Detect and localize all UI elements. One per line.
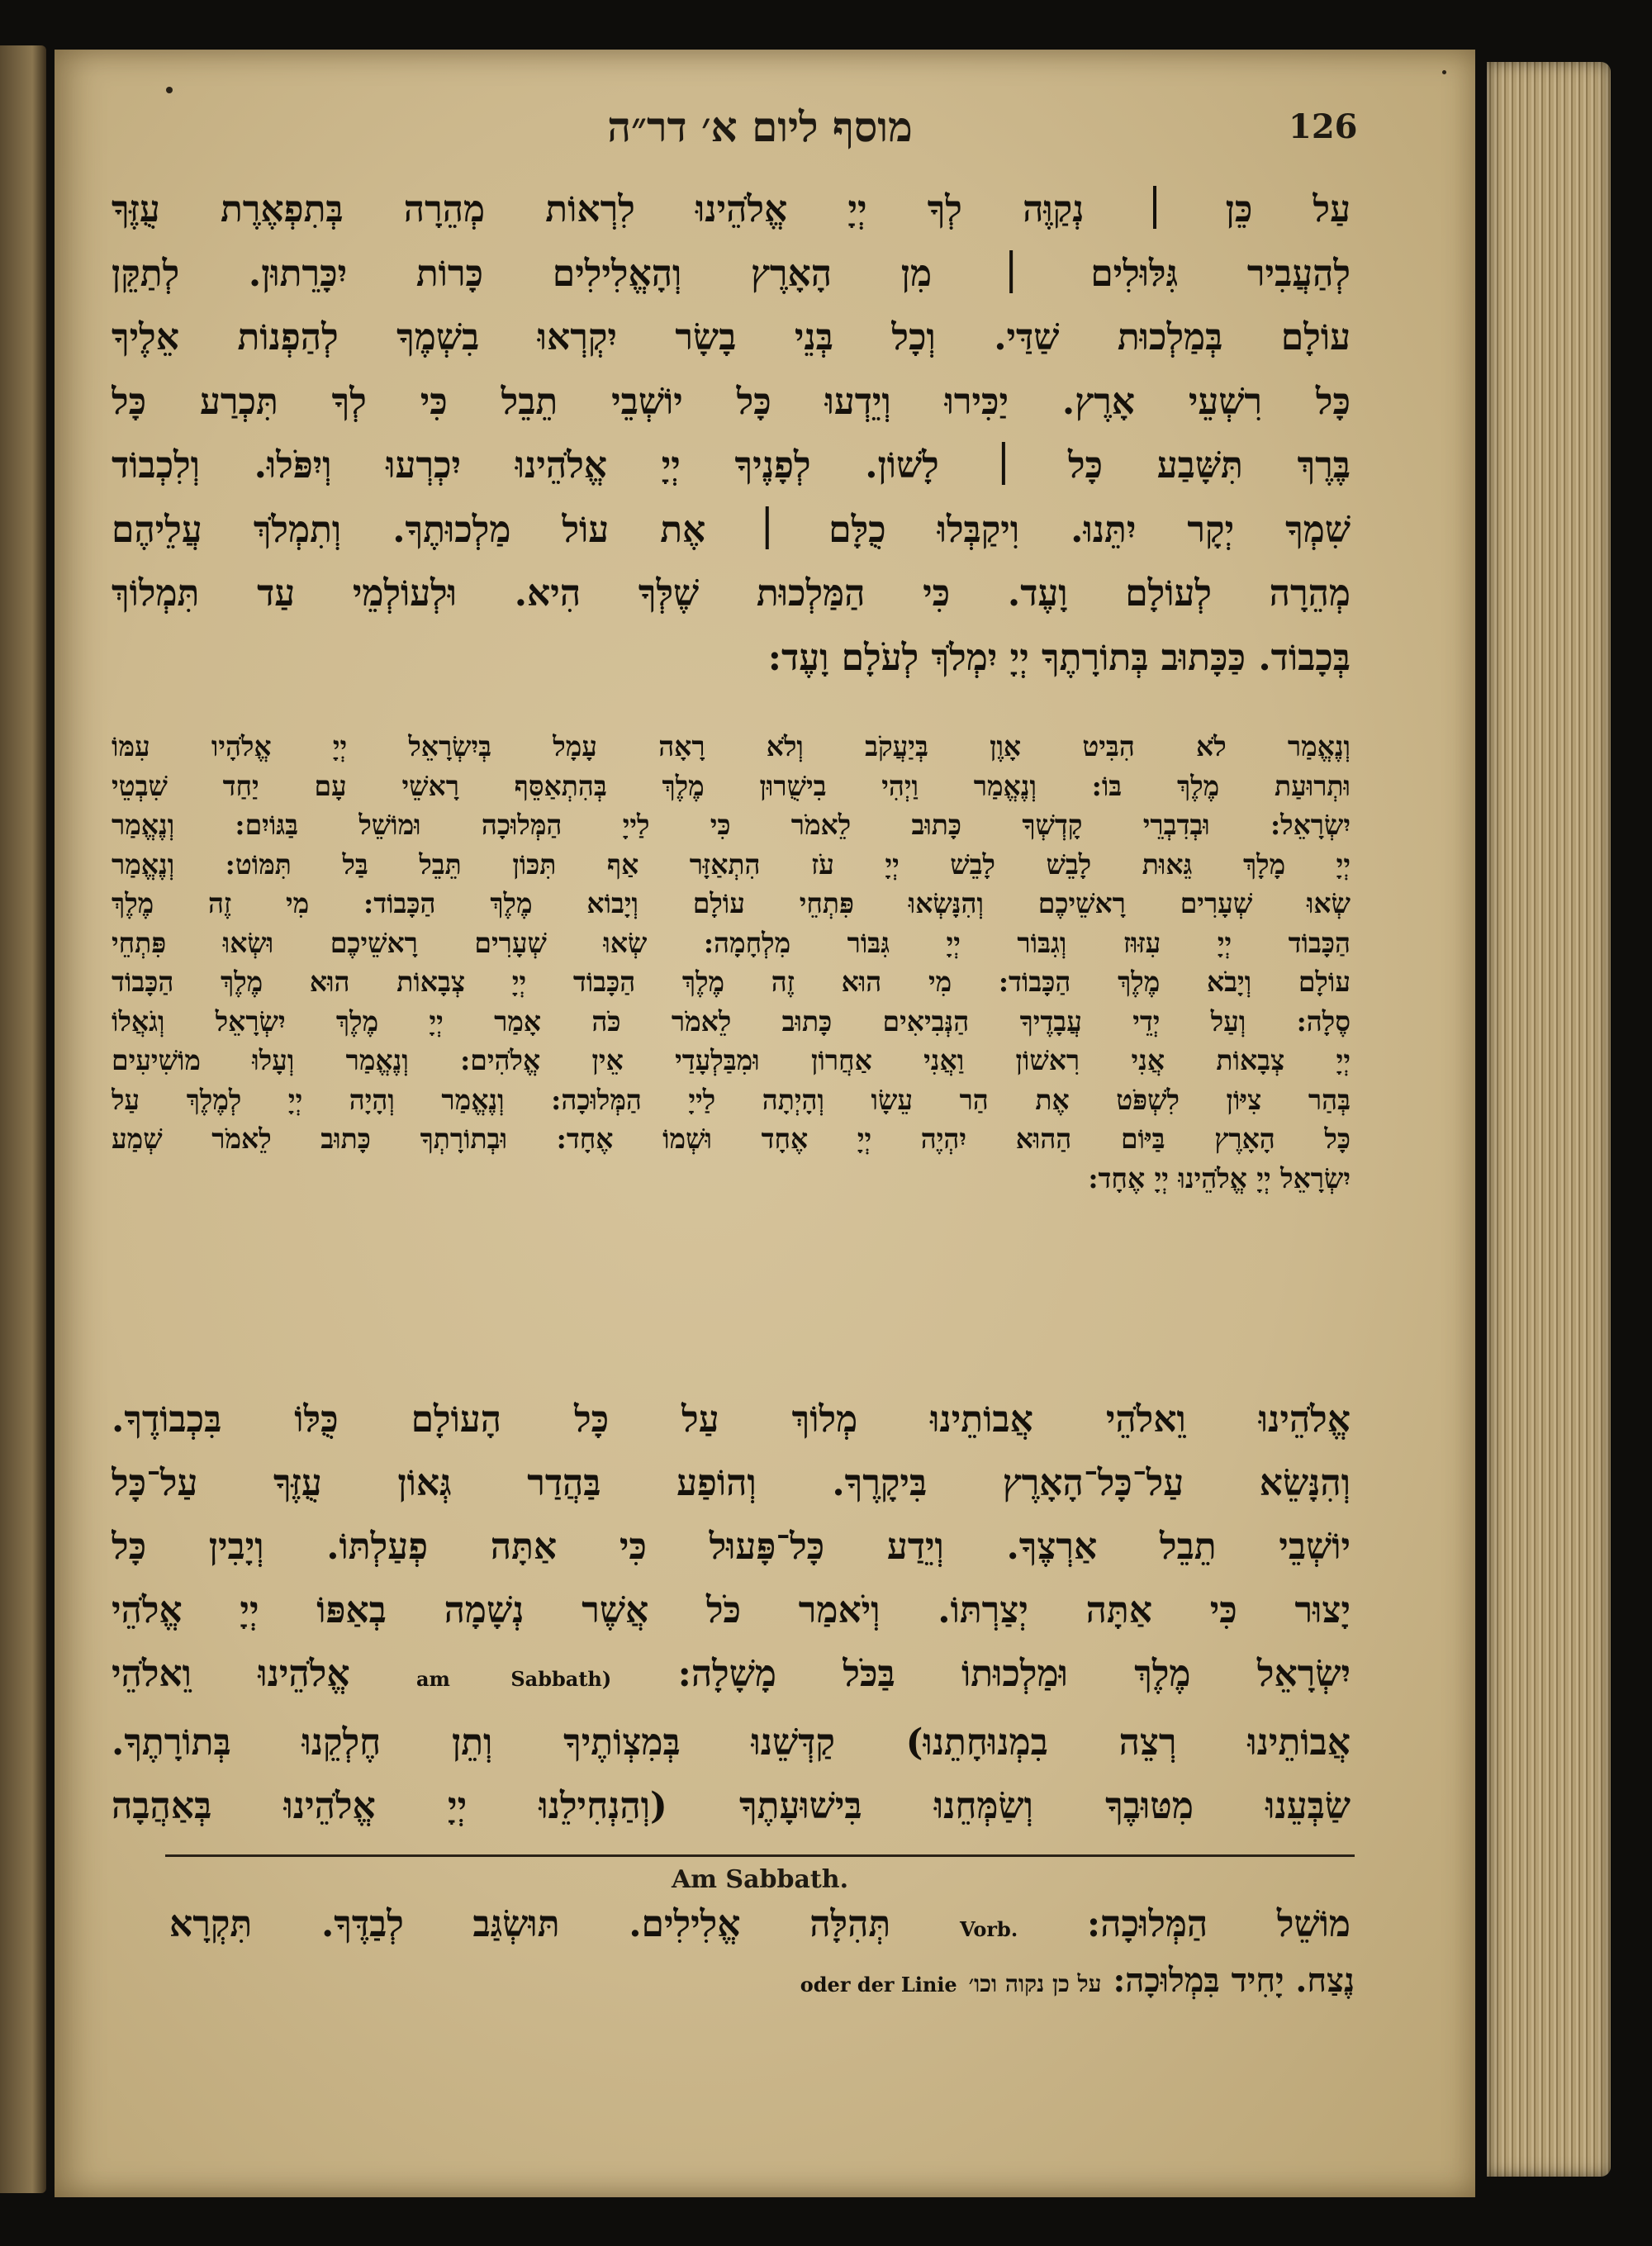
page-stack-edge	[1487, 62, 1611, 2177]
text-line: בֶּרֶךְ תִּשָּׁבַע כָּל ׀ לָשׁוֹן. לְפָנֶיךָ יְיָ אֱלֹהֵינוּ יִכְרְעוּ וְיִפֹּלוּ. וְלִכְבוֹד	[112, 444, 1351, 487]
text-line: בְּכָבוֹד. כַּכָּתוּב בְּתוֹרָתֶךָ יְיָ יִמְלֹךְ לְעֹלָם וָעֶד:	[767, 636, 1351, 679]
page-header	[0, 102, 1652, 165]
text-line: עַל כֵּן ׀ נְקַוֶּה לְךָ יְיָ אֱלֹהֵינוּ לִרְאוֹת מְהֵרָה בְּתִפְאֶרֶת עֻזֶּךָ	[112, 188, 1351, 230]
text-line-mixed	[529, 1958, 1355, 2008]
text-line: וּתְרוּעַת מֶלֶךְ בּוֹ: וְנֶאֱמַר וַיְהִי בִישֻׁרוּן מֶלֶךְ בְּהִתְאַסֵּף רָאשֵׁי עָם יַחַד שִׁבְטֵי	[112, 769, 1351, 802]
hebrew-segment: נֶצַח. יָחִיד בִּמְלוּכָה:	[1113, 1961, 1355, 2000]
text-line: סֶלָה: וְעַל יְדֵי עֲבָדֶיךָ הַנְּבִיאִים כָּתוּב לֵאמֹר כֹּה אָמַר יְיָ מֶלֶךְ יִשְׂרָאֵל וְגֹאֲלוֹ	[112, 1004, 1351, 1038]
text-line: שִׁמְךָ יְקָר יִתֵּנוּ. וִיקַבְּלוּ כֻלָּם ׀ אֶת עוֹל מַלְכוּתֶךָ. וְתִמְלֹךְ עֲלֵיהֶם	[112, 508, 1351, 551]
text-line: כָּל רִשְׁעֵי אָרֶץ. יַכִּירוּ וְיֵדְעוּ כָּל יוֹשְׁבֵי תֵבֵל כִּי לְךָ תִּכְרַע כָּל	[112, 380, 1351, 423]
text-line: עוֹלָם וְיָבֹא מֶלֶךְ הַכָּבוֹד: מִי הוּא זֶה מֶלֶךְ הַכָּבוֹד יְיָ צְבָאוֹת הוּא מֶלֶךְ הַכָּבוֹד	[112, 966, 1351, 998]
paragraph-eloheinu	[112, 1388, 1351, 1838]
text-line: כָּל הָאָרֶץ בַּיּוֹם הַהוּא יִהְיֶה יְיָ אֶחָד וּשְׁמוֹ אֶחָד: וּבְתוֹרָתְךָ כָּתוּב לֵאמֹר שְׁמַע	[112, 1123, 1351, 1155]
text-line: יָצוּר כִּי אַתָּה יְצַרְתּוֹ. וְיֹאמַר כֹּל אֲשֶׁר נְשָׁמָה בְאַפּוֹ יְיָ אֱלֹהֵי	[112, 1589, 1351, 1631]
text-line: בְּהַר צִיּוֹן לִשְׁפֹּט אֶת הַר עֵשָׂו וְהָיְתָה לַייָ הַמְּלוּכָה: וְנֶאֱמַר וְהָיָה יְיָ לְמֶלֶךְ עַל	[112, 1083, 1351, 1116]
german-instruction: am Sabbath)	[415, 1667, 612, 1691]
hebrew-segment: אֱלֹהֵינוּ וֵאלֹהֵי	[112, 1653, 350, 1695]
text-line: יִשְׂרָאֵל יְיָ אֱלֹהֵינוּ יְיָ אֶחָד:	[1088, 1161, 1351, 1194]
hebrew-segment: תְּהִלָּה אֱלִילִים. תּוּשְׂגַּב לְבַדֶּךָ. תִּקְרָא	[169, 1903, 891, 1945]
running-title: מוסף ליום א׳ דר״ה	[607, 102, 913, 151]
text-line: לְהַעֲבִיר גִּלּוּלִים ׀ מִן הָאָרֶץ וְהָאֱלִילִים כָּרוֹת יִכָּרֵתוּן. לְתַקֵּן	[112, 252, 1351, 295]
paragraph-aleinu	[112, 178, 1351, 690]
text-line: וְהִנָּשֵׂא עַל־כָּל־הָאָרֶץ בִּיקָרֶךָ. וְהוֹפַע בַּהֲדַר גְּאוֹן עֻזֶּךָ עַל־כָּל	[112, 1462, 1351, 1504]
footnote-heading: Am Sabbath.	[671, 1865, 849, 1894]
text-line: אֱלֹהֵינוּ וֵאלֹהֵי אֲבוֹתֵינוּ מְלוֹךְ עַל כָּל הָעוֹלָם כֻּלּוֹ בִּכְבוֹדֶךָ.	[112, 1398, 1351, 1441]
footnote-line-2	[529, 1958, 1355, 2008]
text-line-mixed	[169, 1900, 1351, 1954]
text-line: יְיָ צְבָאוֹת אֲנִי רִאשׁוֹן וַאֲנִי אַחֲרוֹן וּמִבַּלְעָדַי אֵין אֱלֹהִים: וְנֶאֱמַר וְעָלוּ מוֹשִׁיעִים	[112, 1044, 1351, 1076]
footnote-divider	[165, 1854, 1355, 1857]
german-instruction: Vorb.	[959, 1917, 1018, 1941]
text-line: יוֹשְׁבֵי תֵבֵל אַרְצֶךָ. וְיֵדַע כָּל־פָּעוּל כִּי אַתָּה פְעַלְתּוֹ. וְיָבִין כָּל	[112, 1526, 1351, 1568]
text-line: מְהֵרָה לְעוֹלָם וָעֶד. כִּי הַמַּלְכוּת שֶׁלְּךָ הִיא. וּלְעוֹלְמֵי עַד תִּמְלוֹךְ	[112, 572, 1351, 615]
text-line: יִשְׂרָאֵל: וּבְדִבְרֵי קָדְשְׁךָ כָּתוּב לֵאמֹר כִּי לַייָ הַמְּלוּכָה וּמוֹשֵׁל בַּגּוֹיִם: וְנֶאֱמַר	[112, 809, 1351, 841]
german-instruction: oder der Linie	[800, 1973, 957, 1997]
paragraph-malchuyot-verses	[112, 727, 1351, 1198]
text-line: אֲבוֹתֵינוּ רְצֵה בִמְנוּחָתֵנוּ) קַדְּשֵׁנוּ בְּמִצְוֹתֶיךָ וְתֵן חֶלְקֵנוּ בְּתוֹרָתֶךָ.	[112, 1721, 1351, 1764]
text-line: שְׂאוּ שְׁעָרִים רָאשֵׁיכֶם וְהִנָּשְׂאוּ פִּתְחֵי עוֹלָם וְיָבוֹא מֶלֶךְ הַכָּבוֹד: מִי זֶה מֶלֶךְ	[112, 887, 1351, 919]
left-page-edge	[0, 45, 46, 2193]
print-speck	[166, 87, 173, 93]
print-speck	[1442, 70, 1446, 74]
text-line: שַׂבְּעֵנוּ מִטּוּבֶךָ וְשַׂמְּחֵנוּ בִּישׁוּעָתֶךָ (וְהַנְחִילֵנוּ יְיָ אֱלֹהֵינוּ בְּאַהֲבָה	[112, 1785, 1351, 1827]
text-line: יְיָ מָלָךְ גֵּאוּת לָבֵשׁ לָבֵשׁ יְיָ עֹז הִתְאַזָּר אַף תִּכּוֹן תֵּבֵל בַּל תִּמּוֹט: וְנֶאֱמַר	[112, 848, 1351, 881]
hebrew-segment: מוֹשֵׁל הַמְּלוּכָה:	[1086, 1903, 1351, 1945]
hebrew-segment: יִשְׂרָאֵל מֶלֶךְ וּמַלְכוּתוֹ בַּכֹּל מָשָׁלָה:	[677, 1653, 1351, 1695]
footnote-line-1	[169, 1900, 1351, 1954]
text-line: הַכָּבוֹד יְיָ עִזּוּז וְגִבּוֹר יְיָ גִּבּוֹר מִלְחָמָה: שְׂאוּ שְׁעָרִים רָאשֵׁיכֶם וּשְׂאוּ פִּתְחֵי	[112, 926, 1351, 959]
text-line: עוֹלָם בְּמַלְכוּת שַׁדַּי. וְכָל בְּנֵי בָשָׂר יִקְרְאוּ בִשְׁמֶךָ לְהַפְנוֹת אֵלֶיךָ	[112, 316, 1351, 359]
text-line-mixed	[112, 1642, 1351, 1711]
text-line: וְנֶאֱמַר לֹא הִבִּיט אָוֶן בְּיַעֲקֹב וְלֹא רָאָה עָמָל בְּיִשְׂרָאֵל יְיָ אֱלֹהָיו עִמּוֹ	[112, 730, 1351, 762]
hebrew-reference: על כן נקוה וכו׳	[968, 1970, 1102, 1997]
page-number: 126	[1289, 107, 1358, 146]
